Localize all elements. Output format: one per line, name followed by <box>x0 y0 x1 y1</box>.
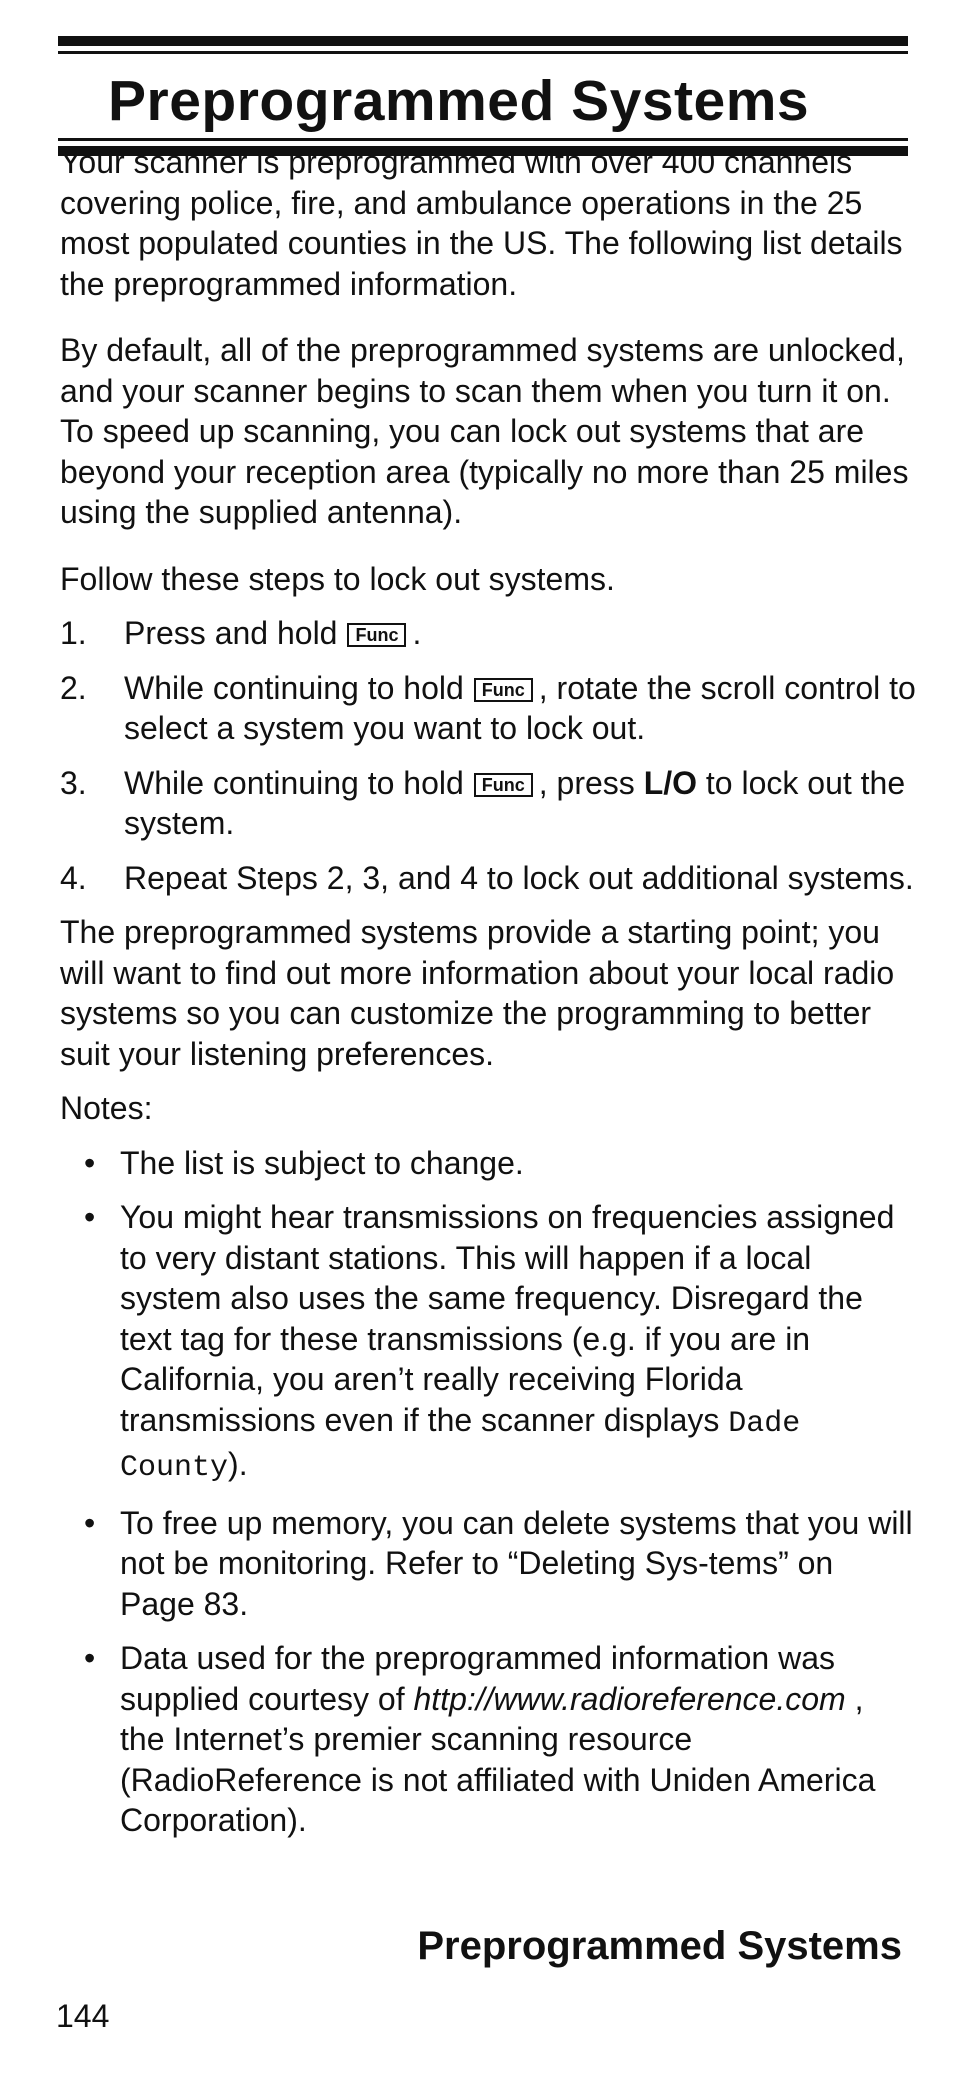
lo-key-label: L/O <box>643 764 698 801</box>
step-text: to lock out the system. <box>124 764 906 841</box>
display-text: Dade County <box>120 1406 801 1485</box>
body-text <box>60 142 916 1855</box>
notes-list <box>60 1143 916 1841</box>
intro-paragraph: By default, all of the preprogrammed systems are unlocked, and your scanner begins to scan them when you turn it on. To speed up scanning, you can lock out systems that are beyond your reception area (typically no more than 25 miles using the supplied antenna). <box>60 332 909 530</box>
page-number: 144 <box>56 1998 110 2034</box>
notes-label: Notes: <box>60 1090 153 1126</box>
bullet-icon: • <box>84 1199 96 1235</box>
note-item <box>60 1143 916 1184</box>
note-item <box>60 1503 916 1625</box>
note-text: To free up memory, you can delete systems that you will not be monitoring. Refer to “Deleting Sys-tems” on Page 83. <box>120 1504 913 1622</box>
page-title: Preprogrammed Systems <box>108 69 810 133</box>
func-key-icon: Func <box>474 773 533 797</box>
step-number: 3. <box>60 764 87 801</box>
title-block <box>58 36 908 156</box>
footer-section-title: Preprogrammed Systems <box>417 1924 902 1968</box>
intro-paragraph: Your scanner is preprogrammed with over 400 channels covering police, fire, and ambulance operations in the 25 most populated counties in the US. The following list details the preprogrammed information. <box>60 144 903 302</box>
bullet-icon: • <box>84 1504 96 1541</box>
steps-intro: Follow these steps to lock out systems. <box>60 560 615 597</box>
step-text: , rotate the scroll control to select a system you want to lock out. <box>124 669 916 746</box>
note-text: ). <box>228 1446 248 1482</box>
step-text: Press and hold <box>124 615 338 651</box>
step-number: 1. <box>60 615 87 651</box>
func-key-icon: Func <box>347 623 406 647</box>
top-rule-thick <box>58 36 908 46</box>
note-text: Data used for the preprogrammed information was supplied courtesy of <box>120 1640 836 1717</box>
note-text: The list is subject to change. <box>120 1144 524 1181</box>
step-item <box>60 763 916 844</box>
step-item <box>60 613 916 654</box>
note-item <box>60 1638 916 1841</box>
step-text: . <box>412 615 422 651</box>
closing-paragraph: The preprogrammed systems provide a starting point; you will want to find out more information about your local radio systems so you can customize the programming to better suit your listening preferences. <box>60 914 895 1072</box>
bullet-icon: • <box>84 1144 96 1181</box>
note-text: , the Internet’s premier scanning resource (RadioReference is not affiliated with Uniden America Corporation). <box>120 1680 876 1838</box>
step-text: , press <box>538 764 644 801</box>
step-number: 2. <box>60 669 87 706</box>
step-text: Repeat Steps 2, 3, and 4 to lock out additional systems. <box>124 859 914 896</box>
step-item <box>60 668 916 749</box>
radioreference-link[interactable]: http://www.radioreference.com <box>413 1680 846 1717</box>
note-item <box>60 1197 916 1489</box>
step-item <box>60 858 916 899</box>
bottom-rule-thin <box>58 138 908 141</box>
step-number: 4. <box>60 859 87 896</box>
step-text: While continuing to hold <box>124 669 464 706</box>
note-text: You might hear transmissions on frequencies assigned to very distant stations. This will happen if a local system also uses the same frequency. Disregard the text tag for these transmissions (e.g. if you are in California, you aren’t really receiving Florida transmissions even if the scanner displays <box>120 1199 895 1438</box>
step-text: While continuing to hold <box>124 764 464 801</box>
steps-list <box>60 613 916 898</box>
bullet-icon: • <box>84 1640 96 1676</box>
func-key-icon: Func <box>474 678 533 702</box>
